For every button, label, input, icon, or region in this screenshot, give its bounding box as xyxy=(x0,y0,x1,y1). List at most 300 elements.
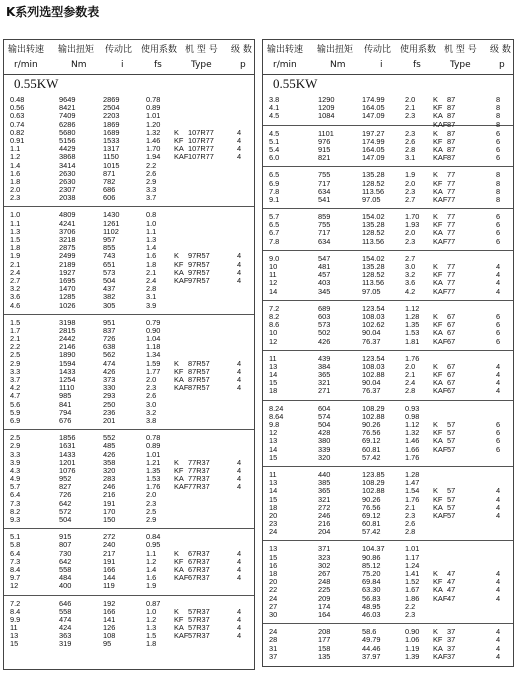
type-block xyxy=(4,550,254,583)
table-row xyxy=(4,220,254,228)
service-cell: 0.84 xyxy=(146,532,161,542)
ratio-cell: 108.29 xyxy=(362,403,385,413)
pole-cell: 4 xyxy=(496,643,501,653)
speed-cell: 24 xyxy=(269,527,278,537)
pole-cell: 8 xyxy=(496,119,501,129)
type-model: 87 xyxy=(447,136,456,146)
speed-cell: 4.2 xyxy=(10,383,21,393)
type-prefix: KA xyxy=(174,474,184,484)
type-row xyxy=(4,624,254,632)
torque-cell: 424 xyxy=(59,623,72,633)
pole-cell: 8 xyxy=(496,170,501,180)
type-prefix: KF xyxy=(433,103,443,113)
speed-cell: 4.9 xyxy=(10,474,21,484)
type-model: 37 xyxy=(447,643,456,653)
speed-cell: 6.4 xyxy=(10,490,21,500)
speed-cell: 5.7 xyxy=(10,482,21,492)
header-model: 机 型 号 xyxy=(185,45,218,55)
type-model: 87R57 xyxy=(188,375,210,385)
service-cell: 2.3 xyxy=(405,609,416,619)
type-prefix: KF xyxy=(174,614,184,624)
service-cell: 2.7 xyxy=(405,253,416,263)
torque-cell: 3218 xyxy=(59,235,76,244)
service-cell: 1.1 xyxy=(146,548,157,558)
service-cell: 1.76 xyxy=(405,353,420,363)
service-cell: 2.3 xyxy=(405,111,416,121)
left-table xyxy=(3,39,255,670)
torque-cell: 2146 xyxy=(59,342,76,352)
speed-cell: 3.6 xyxy=(10,292,21,302)
ratio-cell: 855 xyxy=(103,243,116,253)
type-block xyxy=(4,608,254,641)
table-row xyxy=(263,611,513,619)
torque-cell: 755 xyxy=(318,170,331,180)
ratio-cell: 48.95 xyxy=(362,601,381,611)
speed-cell: 2.1 xyxy=(10,334,21,344)
type-model: 77R37 xyxy=(188,482,210,492)
type-row xyxy=(4,483,254,491)
speed-cell: 4.5 xyxy=(269,111,280,121)
speed-cell: 6.5 xyxy=(269,170,280,180)
type-row xyxy=(4,261,254,269)
ratio-cell: 166 xyxy=(103,606,116,616)
type-prefix: KF xyxy=(174,556,184,566)
table-row xyxy=(263,562,513,570)
speed-cell: 13 xyxy=(269,544,278,554)
table-row xyxy=(4,104,254,112)
torque-cell: 841 xyxy=(59,399,72,409)
torque-cell: 384 xyxy=(318,361,331,371)
table-row xyxy=(4,417,254,425)
pole-cell: 6 xyxy=(496,320,501,330)
type-row xyxy=(4,269,254,277)
speed-cell: 2.4 xyxy=(10,267,21,277)
type-model: 77 xyxy=(447,212,456,222)
type-prefix: KAF xyxy=(174,631,189,641)
torque-cell: 365 xyxy=(318,486,331,496)
service-cell: 1.12 xyxy=(405,420,420,429)
torque-cell: 380 xyxy=(318,436,331,446)
type-row xyxy=(263,271,513,279)
type-row xyxy=(263,180,513,188)
torque-cell: 174 xyxy=(318,601,331,611)
type-row xyxy=(4,459,254,467)
service-cell: 3.1 xyxy=(146,292,157,302)
service-cell: 1.32 xyxy=(146,127,161,137)
service-cell: 2.9 xyxy=(146,515,157,524)
torque-cell: 604 xyxy=(318,403,331,413)
ratio-cell: 147.09 xyxy=(362,111,385,121)
ratio-cell: 164.05 xyxy=(362,144,385,154)
torque-cell: 7409 xyxy=(59,111,76,121)
ratio-cell: 426 xyxy=(103,366,116,376)
table-row xyxy=(4,293,254,301)
torque-cell: 689 xyxy=(318,303,331,313)
service-cell: 1.54 xyxy=(405,486,420,496)
type-model: 77 xyxy=(447,186,456,196)
type-prefix: KA xyxy=(433,585,443,595)
torque-cell: 504 xyxy=(59,515,72,524)
type-model: 87 xyxy=(447,128,456,138)
speed-cell: 10 xyxy=(269,328,278,338)
ratio-cell: 174.99 xyxy=(362,136,385,146)
header-service: 使用系数 xyxy=(141,45,178,55)
speed-cell: 13 xyxy=(269,361,278,371)
table-row xyxy=(4,178,254,186)
type-prefix: K xyxy=(433,170,438,180)
torque-cell: 267 xyxy=(318,569,331,578)
service-cell: 2.3 xyxy=(405,186,416,196)
speed-cell: 31 xyxy=(269,643,278,653)
torque-cell: 821 xyxy=(318,153,331,163)
type-block xyxy=(263,263,513,296)
speed-cell: 4.7 xyxy=(10,391,21,401)
ratio-cell: 60.81 xyxy=(362,444,381,454)
torque-cell: 574 xyxy=(318,411,331,421)
table-row xyxy=(4,327,254,335)
pole-cell: 8 xyxy=(496,103,501,113)
type-block xyxy=(4,360,254,393)
pole-cell: 4 xyxy=(237,259,242,269)
group-list xyxy=(4,92,254,653)
ratio-cell: 104.37 xyxy=(362,544,385,554)
type-prefix: KF xyxy=(433,270,443,280)
torque-cell: 457 xyxy=(318,270,331,280)
speed-cell: 4.6 xyxy=(10,300,21,310)
service-cell: 2.7 xyxy=(405,194,416,204)
table-row xyxy=(4,640,254,648)
service-cell: 2.5 xyxy=(146,506,157,516)
service-cell: 0.90 xyxy=(405,627,420,637)
header-ratio: 传动比 xyxy=(105,45,133,55)
speed-cell: 0.63 xyxy=(10,111,25,121)
torque-cell: 1631 xyxy=(59,441,76,451)
service-cell: 1.70 xyxy=(405,212,420,222)
speed-cell: 15 xyxy=(269,552,278,562)
pole-cell: 4 xyxy=(496,361,501,371)
header-speed: 输出转速 xyxy=(267,45,304,55)
service-cell: 2.1 xyxy=(405,502,416,512)
ratio-cell: 2869 xyxy=(103,95,120,104)
type-model: 57 xyxy=(447,510,456,520)
speed-cell: 8.4 xyxy=(10,606,21,616)
type-row xyxy=(263,512,513,520)
pole-cell: 4 xyxy=(496,635,501,645)
type-prefix: KF xyxy=(433,635,443,645)
type-prefix: K xyxy=(174,548,179,558)
speed-cell: 5.1 xyxy=(10,532,21,542)
service-cell: 3.2 xyxy=(146,407,157,417)
table-row xyxy=(263,554,513,562)
service-cell: 1.93 xyxy=(405,220,420,230)
type-prefix: KF xyxy=(174,259,184,269)
type-row xyxy=(263,338,513,346)
torque-cell: 634 xyxy=(318,186,331,196)
speed-cell: 24 xyxy=(269,627,278,637)
type-model: 57R37 xyxy=(188,614,210,624)
service-cell: 3.0 xyxy=(405,262,416,271)
type-model: 57R37 xyxy=(188,606,210,616)
torque-cell: 1470 xyxy=(59,284,76,294)
speed-cell: 12 xyxy=(269,278,278,288)
table-row xyxy=(4,96,254,104)
type-model: 107R77 xyxy=(188,135,214,145)
pole-cell: 4 xyxy=(496,386,501,396)
speed-cell: 5.6 xyxy=(10,399,21,409)
table-row xyxy=(4,121,254,129)
torque-cell: 915 xyxy=(318,144,331,154)
unit-speed: r/min xyxy=(273,60,297,70)
unit-model: Type xyxy=(191,60,212,70)
ratio-cell: 128.52 xyxy=(362,228,385,238)
torque-cell: 1209 xyxy=(318,103,335,113)
ratio-cell: 246 xyxy=(103,482,116,492)
ratio-cell: 216 xyxy=(103,490,116,500)
torque-cell: 440 xyxy=(318,469,331,479)
type-row xyxy=(263,154,513,162)
ratio-cell: 236 xyxy=(103,407,116,417)
service-cell: 2.6 xyxy=(405,519,416,529)
type-row xyxy=(263,104,513,112)
pole-cell: 6 xyxy=(496,311,501,321)
torque-cell: 365 xyxy=(318,370,331,380)
type-model: 77 xyxy=(447,262,456,271)
speed-cell: 9.1 xyxy=(269,194,280,204)
ratio-cell: 174.99 xyxy=(362,95,385,104)
table-row xyxy=(4,508,254,516)
pole-cell: 4 xyxy=(237,556,242,566)
speed-cell: 13 xyxy=(10,631,19,641)
unit-ratio: i xyxy=(380,60,383,70)
torque-cell: 3868 xyxy=(59,152,76,162)
table-row xyxy=(4,541,254,549)
pole-cell: 8 xyxy=(496,194,501,204)
service-cell: 1.35 xyxy=(405,320,420,330)
service-cell: 1.46 xyxy=(146,135,161,145)
speed-cell: 9.0 xyxy=(269,253,280,263)
type-model: 97R57 xyxy=(188,276,210,285)
ratio-cell: 485 xyxy=(103,441,116,451)
table-row xyxy=(4,516,254,524)
type-prefix: KF xyxy=(433,577,443,587)
torque-cell: 208 xyxy=(318,627,331,637)
torque-cell: 3706 xyxy=(59,226,76,236)
table-row xyxy=(4,302,254,310)
service-cell: 0.98 xyxy=(405,411,420,421)
type-prefix: KAF xyxy=(433,286,448,296)
type-row xyxy=(263,645,513,653)
torque-cell: 363 xyxy=(59,631,72,641)
speed-cell: 2.9 xyxy=(10,358,21,368)
table-row xyxy=(4,170,254,178)
pole-cell: 4 xyxy=(237,144,242,154)
table-row xyxy=(4,434,254,442)
ratio-cell: 57.42 xyxy=(362,452,381,462)
service-cell: 1.12 xyxy=(405,303,420,313)
type-model: 47 xyxy=(447,585,456,595)
type-row xyxy=(263,437,513,445)
ratio-cell: 90.86 xyxy=(362,552,381,562)
speed-cell: 7.8 xyxy=(269,186,280,196)
pole-cell: 4 xyxy=(496,486,501,496)
torque-cell: 646 xyxy=(59,598,72,608)
ratio-cell: 85.12 xyxy=(362,560,381,570)
type-model: 87R57 xyxy=(188,358,210,368)
service-cell: 1.21 xyxy=(146,457,161,467)
table-row xyxy=(4,491,254,499)
table-row xyxy=(4,228,254,236)
type-prefix: KAF xyxy=(433,386,448,396)
unit-torque: Nm xyxy=(71,60,87,70)
table-row xyxy=(4,582,254,590)
torque-cell: 339 xyxy=(318,444,331,454)
speed-cell: 11 xyxy=(269,270,277,280)
pole-cell: 4 xyxy=(496,510,501,520)
speed-cell: 14 xyxy=(269,486,278,496)
unit-pole: p xyxy=(240,60,246,70)
row-group xyxy=(4,315,254,430)
pole-cell: 6 xyxy=(496,128,501,138)
type-model: 57 xyxy=(447,486,456,496)
type-row xyxy=(263,146,513,154)
table-row xyxy=(263,405,513,413)
ratio-cell: 90.26 xyxy=(362,494,381,504)
pole-cell: 4 xyxy=(237,573,242,583)
ratio-cell: 686 xyxy=(103,185,116,195)
type-row xyxy=(263,221,513,229)
pole-cell: 4 xyxy=(496,378,501,388)
ratio-cell: 128.52 xyxy=(362,178,385,188)
torque-cell: 158 xyxy=(318,643,331,653)
power-label: 0.55KW xyxy=(14,76,59,91)
type-row xyxy=(4,616,254,624)
torque-cell: 504 xyxy=(318,420,331,429)
table-row xyxy=(4,500,254,508)
type-model: 67R37 xyxy=(188,573,210,583)
speed-cell: 28 xyxy=(269,635,278,645)
ratio-cell: 135.28 xyxy=(362,262,385,271)
type-row xyxy=(263,429,513,437)
speed-cell: 15 xyxy=(269,494,278,504)
type-prefix: KA xyxy=(433,643,443,653)
speed-cell: 3.2 xyxy=(10,284,21,294)
type-prefix: KF xyxy=(433,220,443,230)
table-row xyxy=(4,442,254,450)
type-row xyxy=(263,504,513,512)
ratio-cell: 250 xyxy=(103,399,116,409)
ratio-cell: 1430 xyxy=(103,210,120,220)
ratio-cell: 144 xyxy=(103,573,116,583)
speed-cell: 13 xyxy=(269,478,278,488)
service-cell: 1.6 xyxy=(146,573,157,583)
ratio-cell: 108.29 xyxy=(362,478,385,488)
table-row xyxy=(4,451,254,459)
torque-cell: 5156 xyxy=(59,135,76,145)
type-block xyxy=(4,252,254,285)
ratio-cell: 108.03 xyxy=(362,311,385,321)
pole-cell: 6 xyxy=(496,153,501,163)
speed-cell: 2.7 xyxy=(10,275,21,285)
service-cell: 1.53 xyxy=(146,474,161,484)
torque-cell: 726 xyxy=(59,490,72,500)
unit-torque: Nm xyxy=(330,60,346,70)
service-cell: 2.1 xyxy=(405,103,416,113)
table-row xyxy=(263,305,513,313)
type-prefix: K xyxy=(433,420,438,430)
speed-cell: 1.2 xyxy=(10,152,21,162)
torque-cell: 248 xyxy=(318,577,331,587)
ratio-cell: 141 xyxy=(103,614,116,624)
service-cell: 1.6 xyxy=(146,251,157,261)
type-prefix: K xyxy=(174,127,179,137)
torque-cell: 2630 xyxy=(59,176,76,186)
torque-cell: 573 xyxy=(318,320,331,330)
row-group xyxy=(4,430,254,529)
service-cell: 1.0 xyxy=(146,218,157,228)
service-cell: 1.28 xyxy=(405,469,420,479)
table-row xyxy=(4,162,254,170)
torque-cell: 371 xyxy=(318,544,331,554)
type-prefix: KA xyxy=(433,228,443,238)
type-prefix: K xyxy=(433,627,438,637)
type-prefix: KF xyxy=(433,494,443,504)
ratio-cell: 123.54 xyxy=(362,303,385,313)
service-cell: 0.8 xyxy=(146,210,157,220)
type-row xyxy=(263,213,513,221)
speed-cell: 5.1 xyxy=(269,136,280,146)
torque-cell: 320 xyxy=(318,452,331,462)
type-prefix: KAF xyxy=(174,573,189,583)
type-model: 87 xyxy=(447,119,456,129)
type-row xyxy=(263,171,513,179)
pole-cell: 4 xyxy=(237,623,242,633)
type-model: 107R77 xyxy=(188,127,214,137)
type-row xyxy=(263,595,513,603)
pole-cell: 6 xyxy=(496,136,501,146)
service-cell: 1.24 xyxy=(405,560,420,570)
unit-service: fs xyxy=(413,60,421,70)
ratio-cell: 108 xyxy=(103,631,116,641)
speed-cell: 22 xyxy=(269,585,278,595)
type-row xyxy=(263,653,513,661)
speed-cell: 1.4 xyxy=(10,160,21,170)
ratio-cell: 164.05 xyxy=(362,103,385,113)
type-row xyxy=(4,467,254,475)
torque-cell: 1594 xyxy=(59,358,76,368)
type-prefix: K xyxy=(433,262,438,271)
type-model: 67R37 xyxy=(188,548,210,558)
ratio-cell: 63.30 xyxy=(362,585,381,595)
ratio-cell: 606 xyxy=(103,193,116,203)
table-row xyxy=(4,335,254,343)
type-model: 87R57 xyxy=(188,366,210,376)
torque-cell: 2875 xyxy=(59,243,76,253)
torque-cell: 1076 xyxy=(59,465,76,475)
type-prefix: KF xyxy=(433,370,443,380)
type-prefix: K xyxy=(433,311,438,321)
torque-cell: 4429 xyxy=(59,144,76,154)
ratio-cell: 102.88 xyxy=(362,370,385,380)
service-cell: 3.3 xyxy=(146,185,157,195)
service-cell: 1.76 xyxy=(405,452,420,462)
speed-cell: 20 xyxy=(269,510,278,520)
service-cell: 1.19 xyxy=(405,643,420,653)
service-cell: 2.2 xyxy=(146,160,157,170)
service-cell: 1.47 xyxy=(405,478,420,488)
type-prefix: KF xyxy=(433,178,443,188)
ratio-cell: 123.85 xyxy=(362,469,385,479)
table-row xyxy=(263,520,513,528)
